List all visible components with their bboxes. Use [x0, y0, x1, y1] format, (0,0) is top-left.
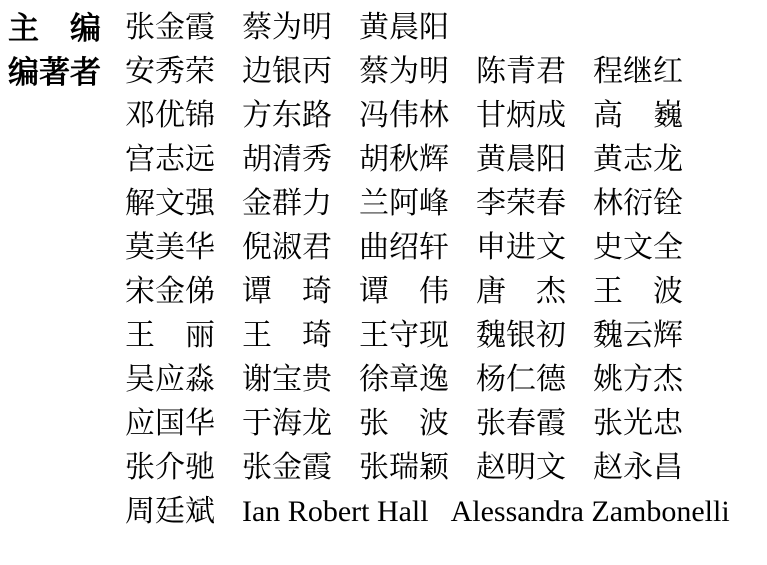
contributor-name: 蔡为明: [242, 11, 332, 44]
contributor-name: 姚方杰: [593, 363, 683, 396]
contributor-name: 黄晨阳: [476, 143, 566, 176]
contributor-name: 胡清秀: [242, 143, 332, 176]
contributor-name: 张介驰: [125, 451, 215, 484]
role-label-chief-editor: 主 编: [8, 10, 101, 46]
contributor-name: 甘炳成: [476, 99, 566, 132]
contributor-name: 宫志远: [125, 143, 215, 176]
contributor-name: 张春霞: [476, 407, 566, 440]
contributor-name: 陈青君: [476, 55, 566, 88]
authors-row: [8, 226, 767, 270]
contributor-name: 唐 杰: [476, 275, 566, 308]
contributor-name: 曲绍轩: [359, 231, 449, 264]
contributor-name: 谭 琦: [242, 275, 332, 308]
contributor-name: 冯伟林: [359, 99, 449, 132]
contributor-name: 张金霞: [125, 11, 215, 44]
authors-row: [8, 94, 767, 138]
contributor-name: 解文强: [125, 187, 215, 220]
contributor-name: 于海龙: [242, 407, 332, 440]
contributor-name: 蔡为明: [359, 55, 449, 88]
contributor-name: 魏云辉: [593, 319, 683, 352]
contributor-name: 谢宝贵: [242, 363, 332, 396]
role-label-authors: 编著者: [8, 54, 101, 90]
contributor-name: 杨仁德: [476, 363, 566, 396]
contributor-name: 林衍铨: [593, 187, 683, 220]
contributor-name: 方东路: [242, 99, 332, 132]
authors-row: [8, 270, 767, 314]
contributor-name: 邓优锦: [125, 99, 215, 132]
contributor-name: 王 波: [593, 275, 683, 308]
contributor-name: 赵永昌: [593, 451, 683, 484]
contributor-name: 张光忠: [593, 407, 683, 440]
contributor-name: 应国华: [125, 407, 215, 440]
contributor-name: 周廷斌: [125, 495, 215, 528]
contributor-name: 李荣春: [476, 187, 566, 220]
contributor-name: 倪淑君: [242, 231, 332, 264]
authors-row-international: [8, 490, 767, 534]
contributor-name: 边银丙: [242, 55, 332, 88]
chief-editor-row: [8, 6, 767, 50]
contributor-name: 兰阿峰: [359, 187, 449, 220]
contributor-name: 黄志龙: [593, 143, 683, 176]
contributor-name-english: Alessandra Zambonelli: [450, 495, 730, 528]
authors-row: [8, 358, 767, 402]
authors-row: [8, 138, 767, 182]
contributor-name: 申进文: [476, 231, 566, 264]
contributor-name: 莫美华: [125, 231, 215, 264]
contributor-name: 安秀荣: [125, 55, 215, 88]
contributor-name: 程继红: [593, 55, 683, 88]
authors-row: [8, 402, 767, 446]
contributor-name: 黄晨阳: [359, 11, 449, 44]
contributor-name: 史文全: [593, 231, 683, 264]
contributor-name: 吴应淼: [125, 363, 215, 396]
contributor-name: 徐章逸: [359, 363, 449, 396]
contributor-name: 谭 伟: [359, 275, 449, 308]
contributor-name: 宋金俤: [125, 275, 215, 308]
contributor-name: 张 波: [359, 407, 449, 440]
contributor-name: 张瑞颖: [359, 451, 449, 484]
contributor-name: 高 巍: [593, 99, 683, 132]
authors-row: [8, 446, 767, 490]
contributor-name: 王 琦: [242, 319, 332, 352]
contributor-name: 魏银初: [476, 319, 566, 352]
contributor-name-english: Ian Robert Hall: [242, 495, 429, 528]
authors-row: [8, 314, 767, 358]
contributor-name: 王 丽: [125, 319, 215, 352]
authors-row: [8, 50, 767, 94]
contributor-name: 金群力: [242, 187, 332, 220]
contributor-name: 胡秋辉: [359, 143, 449, 176]
contributor-name: 张金霞: [242, 451, 332, 484]
authors-row: [8, 182, 767, 226]
contributor-name: 王守现: [359, 319, 449, 352]
contributor-name: 赵明文: [476, 451, 566, 484]
